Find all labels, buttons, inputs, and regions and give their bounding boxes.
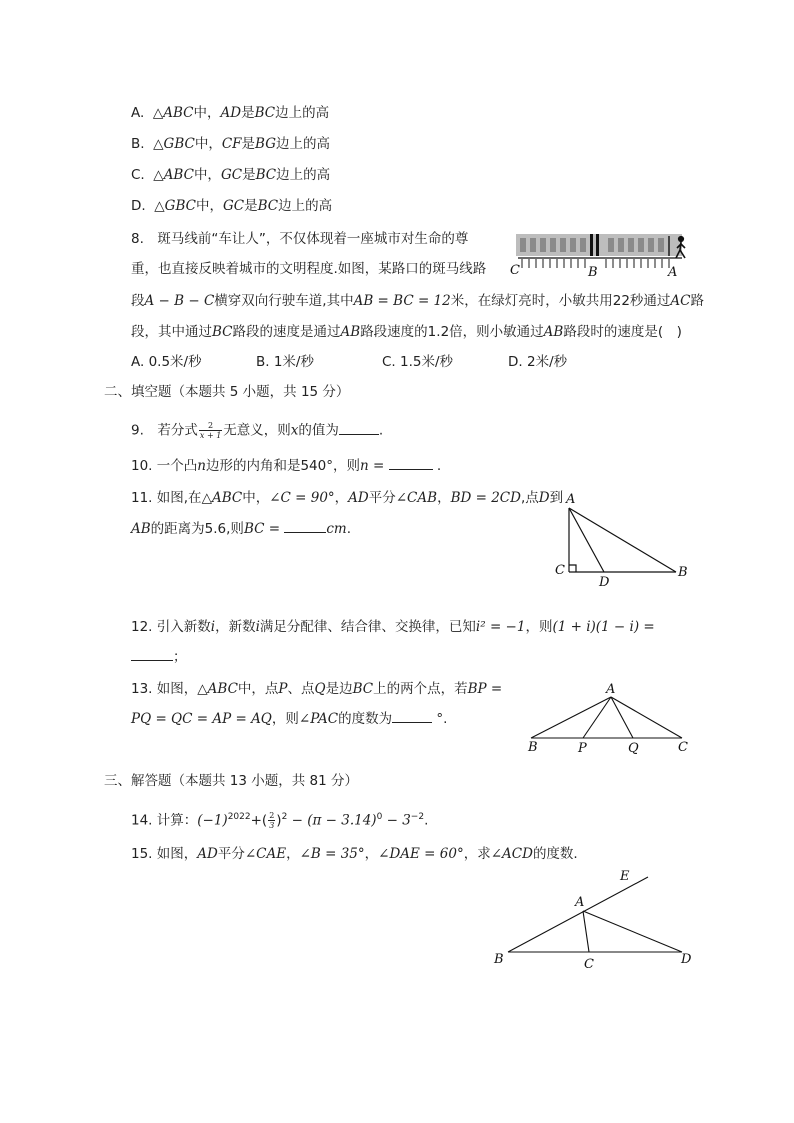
- q11-right-angle-mark: [569, 565, 576, 572]
- q15-label-d: D: [681, 952, 692, 967]
- q15-segment-ad: [583, 911, 682, 952]
- q11-figure: [548, 488, 698, 590]
- section-3-heading: 三、解答题（本题共 13 小题，共 81 分）: [104, 773, 359, 789]
- q8-line-3: 段A − B − C横穿双向行驶车道,其中AB = BC = 12米，在绿灯亮时，小敏共用22秒通过AC路: [131, 293, 705, 309]
- crosswalk-figure: [508, 228, 692, 280]
- q15-label-b: B: [494, 952, 504, 967]
- q12-line-2: ；: [131, 648, 187, 666]
- q11-label-c: C: [555, 563, 565, 578]
- q8-option-d: D. 2米/秒: [508, 354, 568, 370]
- q13-line-2: PQ = QC = AP = AQ，则∠PAC的度数为 °.: [131, 711, 448, 727]
- q11-label-d: D: [599, 575, 610, 590]
- q13-line-1: 13. 如图，△ABC中，点P、点Q是边BC上的两个点，若BP =: [131, 681, 503, 697]
- q7-option-d: D. △GBC中，GC是BC边上的高: [131, 198, 333, 214]
- q13-answer-blank[interactable]: [392, 710, 432, 723]
- q11-answer-blank[interactable]: [284, 520, 326, 533]
- q11-side-ab: [569, 508, 676, 572]
- q11-label-b: B: [678, 565, 688, 580]
- q8-line-2: 重，也直接反映着城市的文明程度.如图，某路口的斑马线路: [131, 261, 487, 277]
- q8-line-1: 8. 斑马线前“车让人”，不仅体现着一座城市对生命的尊: [131, 231, 469, 247]
- q15: 15. 如图，AD平分∠CAE，∠B = 35°，∠DAE = 60°，求∠ACD的度数.: [131, 846, 578, 862]
- lane-divider-right: [596, 234, 599, 256]
- q11-label-a: A: [566, 492, 576, 507]
- q7-option-b: B. △GBC中，CF是BG边上的高: [131, 136, 330, 152]
- q14: 14. 计算：$(-1)^{2022}+$( $\frac{2}{3}$ )$^2 - (\pi - 3.14)^0 - 3^{-2}$.: [131, 811, 429, 830]
- q13-label-b: B: [528, 740, 538, 755]
- q13-label-a: A: [606, 682, 616, 697]
- q9-fraction: $\frac{2}{x + 1}$: [199, 421, 222, 440]
- q14-fraction: $\frac{2}{3}$: [269, 811, 275, 830]
- fig8-label-a: A: [668, 265, 678, 280]
- lane-divider-left: [590, 234, 593, 256]
- q8-line-4: 段，其中通过BC路段的速度是通过AB路段速度的1.2倍，则小敏通过AB路段时的速度是( ): [131, 324, 682, 340]
- q13-label-c: C: [678, 740, 688, 755]
- q9-answer-blank[interactable]: [339, 422, 379, 435]
- q10: 10. 一个凸n边形的内角和是540°，则n = .: [131, 458, 442, 474]
- q8-option-b: B. 1米/秒: [256, 354, 314, 370]
- q11-line-1: 11. 如图,在△ABC中，∠C = 90°，AD平分∠CAB，BD = 2CD,点D到: [131, 490, 564, 506]
- q11-line-2: AB的距离为5.6,则BC = cm.: [131, 521, 352, 537]
- q15-segment-ac: [583, 911, 589, 952]
- q13-side-ab: [531, 697, 611, 738]
- q15-label-e: E: [620, 869, 630, 884]
- q7-option-a: A. △ABC中，AD是BC边上的高: [131, 105, 330, 121]
- q13-label-q: Q: [628, 741, 639, 756]
- q13-segment-ap: [583, 697, 611, 738]
- q15-ray-be: [508, 877, 648, 952]
- q12-answer-blank[interactable]: [131, 648, 173, 661]
- q9: 9. 若分式 $\frac{2}{x + 1}$ 无意义，则x的值为 .: [131, 421, 384, 440]
- q15-label-c: C: [584, 957, 594, 972]
- q11-bisector-ad: [569, 508, 604, 572]
- curb-mark: [668, 236, 670, 256]
- q15-figure: [488, 864, 698, 974]
- q13-figure: [520, 680, 700, 758]
- q13-label-p: P: [578, 741, 587, 756]
- fig8-label-c: C: [510, 263, 520, 278]
- q7-option-c: C. △ABC中，GC是BC边上的高: [131, 167, 331, 183]
- q12-line-1: 12. 引入新数i，新数i满足分配律、结合律、交换律，已知i² = −1，则(1 + i)(1 − i) =: [131, 619, 655, 635]
- q10-answer-blank[interactable]: [389, 457, 433, 470]
- q8-option-c: C. 1.5米/秒: [382, 354, 454, 370]
- q15-label-a: A: [575, 895, 585, 910]
- q8-option-a: A. 0.5米/秒: [131, 354, 202, 370]
- fig8-label-b: B: [588, 265, 598, 280]
- section-2-heading: 二、填空题（本题共 5 小题，共 15 分）: [104, 384, 350, 400]
